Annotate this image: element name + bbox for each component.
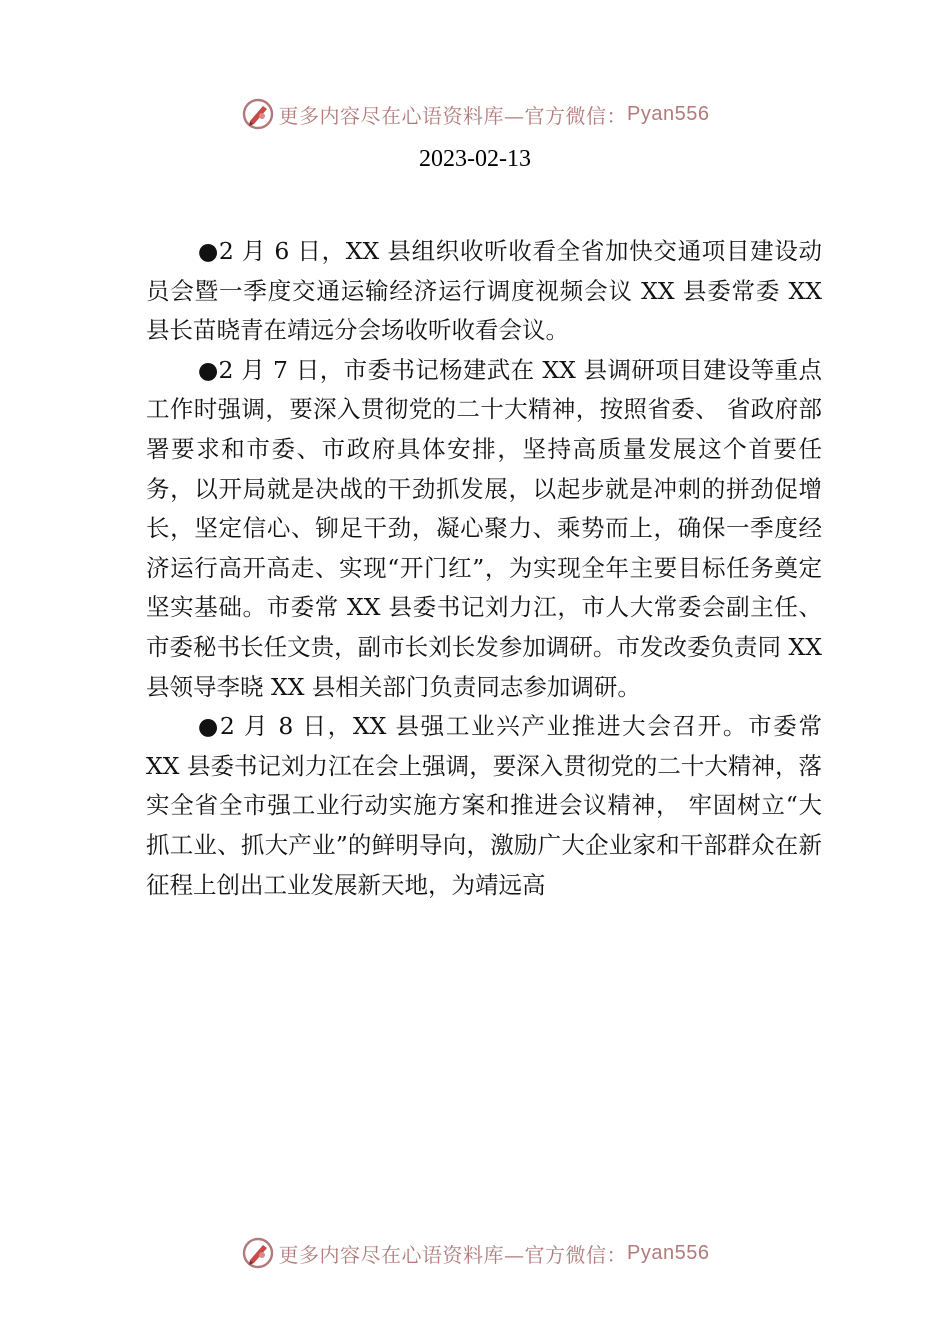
pen-nib-logo-icon [241, 1236, 275, 1270]
news-paragraph: ●2 月 8 日，XX 县强工业兴产业推进大会召开。市委常 XX 县委书记刘力江在会上强调，要深入贯彻党的二十大精神，落实全省全市强工业行动实施方案和推进会议精神， 牢固树立“大抓工业、抓大产业”的鲜明导向，激励广大企业家和干部群众在新征程上创出工业发展新天地，为靖远高 [146, 712, 822, 899]
watermark-text: 更多内容尽在心语资料库—官方微信： [278, 103, 628, 128]
document-date: 2023-02-13 [419, 146, 531, 172]
document-body [146, 232, 822, 905]
watermark-text: 更多内容尽在心语资料库—官方微信： [278, 1242, 628, 1267]
header-watermark [0, 94, 950, 134]
watermark-wechat-id: Pyan556 [627, 1241, 710, 1264]
watermark-wechat-id: Pyan556 [627, 102, 710, 125]
news-paragraph: ●2 月 6 日，XX 县组织收听收看全省加快交通项目建设动员会暨一季度交通运输经济运行调度视频会议 XX 县委常委 XX 县长苗晓青在靖远分会场收听收看会议。 [146, 237, 822, 345]
news-paragraph: ●2 月 7 日，市委书记杨建武在 XX 县调研项目建设等重点工作时强调，要深入贯彻党的二十大精神，按照省委、 省政府部署要求和市委、市政府具体安排，坚持高质量发展这个首要任务，以开局就是决战的干劲抓发展，以起步就是冲刺的拼劲促增长，坚定信心、铆足干劲，凝心聚力、乘势而上，确保一季度经济运行高开高走、实现“开门红”，为实现全年主要目标任务奠定坚实基础。市委常 XX 县委书记刘力江，市人大常委会副主任、市委秘书长任文贵，副市长刘长发参加调研。市发改委负责同 XX 县领导李晓 XX 县相关部门负责同志参加调研。 [146, 355, 822, 701]
pen-nib-logo-icon [241, 97, 275, 131]
footer-watermark [0, 1233, 950, 1273]
